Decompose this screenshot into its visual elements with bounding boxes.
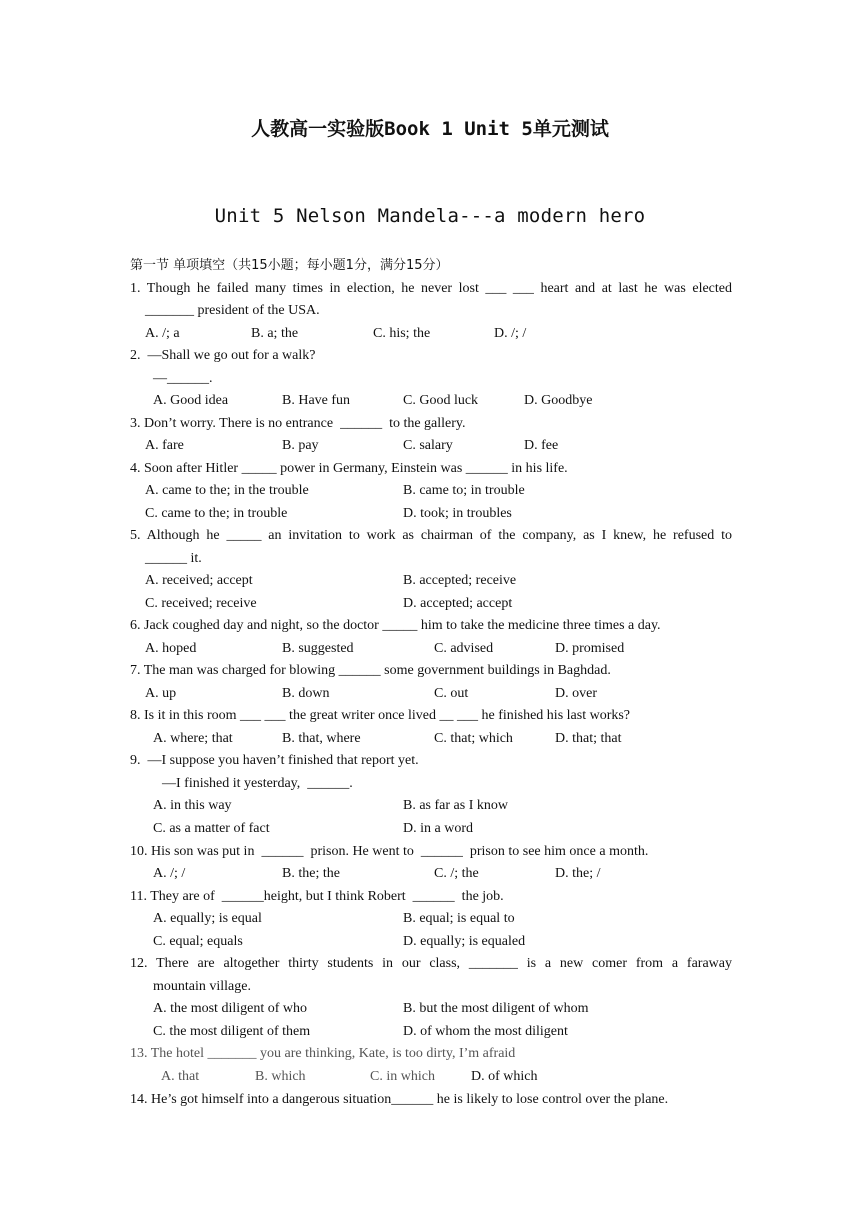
question-12-option-d: D. of whom the most diligent xyxy=(403,1024,568,1039)
question-2-option-d: D. Goodbye xyxy=(524,393,593,408)
question-3-option-c: C. salary xyxy=(403,438,453,453)
question-13-option-b: B. which xyxy=(255,1069,306,1084)
question-5-stem: 5. Although he _____ an invitation to work as chairman of the company, as I knew, he refused to xyxy=(130,528,732,543)
question-1-option-a: A. /; a xyxy=(145,326,180,341)
question-1-option-b: B. a; the xyxy=(251,326,299,341)
question-6-option-c: C. advised xyxy=(434,641,494,656)
question-7-option-b: B. down xyxy=(282,686,330,701)
question-2-option-a: A. Good idea xyxy=(153,393,229,408)
question-3-option-b: B. pay xyxy=(282,438,319,453)
question-10-option-d: D. the; / xyxy=(555,866,601,881)
question-7-option-a: A. up xyxy=(145,686,177,701)
question-4-stem: 4. Soon after Hitler _____ power in Germany, Einstein was ______ in his life. xyxy=(130,461,568,476)
question-1-stem: 1. Though he failed many times in election, he never lost ___ ___ heart and at last he was elected xyxy=(130,281,732,296)
question-13-option-d: D. of which xyxy=(471,1069,538,1084)
question-5-stem-cont: ______ it. xyxy=(145,551,202,566)
question-3-option-a: A. fare xyxy=(145,438,184,453)
question-13-option-a: A. that xyxy=(161,1069,200,1084)
question-9-stem: 9. —I suppose you haven’t finished that report yet. xyxy=(130,753,419,768)
question-8-option-b: B. that, where xyxy=(282,731,361,746)
question-7-option-c: C. out xyxy=(434,686,469,701)
question-3-option-d: D. fee xyxy=(524,438,559,453)
question-12-option-b: B. but the most diligent of whom xyxy=(403,1001,589,1016)
question-6-option-d: D. promised xyxy=(555,641,625,656)
question-5-option-a: A. received; accept xyxy=(145,573,253,588)
question-13-option-c: C. in which xyxy=(370,1069,435,1084)
document-title: 人教高一实验版Book 1 Unit 5单元测试 xyxy=(251,118,609,140)
question-9-option-b: B. as far as I know xyxy=(403,798,508,813)
question-6-option-b: B. suggested xyxy=(282,641,354,656)
question-11-option-d: D. equally; is equaled xyxy=(403,934,526,949)
question-5-option-d: D. accepted; accept xyxy=(403,596,513,611)
question-11-option-c: C. equal; equals xyxy=(153,934,243,949)
question-7-option-d: D. over xyxy=(555,686,597,701)
question-9-option-d: D. in a word xyxy=(403,821,473,836)
section-heading: 第一节 单项填空（共15小题；每小题1分，满分15分） xyxy=(130,258,449,273)
document-subtitle: Unit 5 Nelson Mandela---a modern hero xyxy=(214,205,646,227)
question-5-option-c: C. received; receive xyxy=(145,596,257,611)
question-5-option-b: B. accepted; receive xyxy=(403,573,517,588)
question-13-stem: 13. The hotel _______ you are thinking, Kate, is too dirty, I’m afraid xyxy=(130,1046,516,1061)
question-3-stem: 3. Don’t worry. There is no entrance ______ to the gallery. xyxy=(130,416,466,431)
question-9-option-c: C. as a matter of fact xyxy=(153,821,270,836)
question-8-option-a: A. where; that xyxy=(153,731,233,746)
question-8-option-c: C. that; which xyxy=(434,731,513,746)
question-12-stem: 12. There are altogether thirty students in our class, _______ is a new comer from a faraway xyxy=(130,956,732,971)
question-2-stem-cont: —______. xyxy=(153,371,213,386)
question-8-option-d: D. that; that xyxy=(555,731,622,746)
question-10-stem: 10. His son was put in ______ prison. He went to ______ prison to see him once a month. xyxy=(130,844,649,859)
question-11-stem: 11. They are of ______height, but I think Robert ______ the job. xyxy=(130,889,504,904)
question-9-option-a: A. in this way xyxy=(153,798,232,813)
question-1-option-c: C. his; the xyxy=(373,326,431,341)
question-11-option-a: A. equally; is equal xyxy=(153,911,262,926)
question-2-stem: 2. —Shall we go out for a walk? xyxy=(130,348,316,363)
question-6-stem: 6. Jack coughed day and night, so the doctor _____ him to take the medicine three times a day. xyxy=(130,618,661,633)
question-4-option-a: A. came to the; in the trouble xyxy=(145,483,309,498)
question-1-option-d: D. /; / xyxy=(494,326,527,341)
question-4-option-c: C. came to the; in trouble xyxy=(145,506,288,521)
question-2-option-b: B. Have fun xyxy=(282,393,351,408)
question-10-option-a: A. /; / xyxy=(153,866,186,881)
question-9-stem-cont: —I finished it yesterday, ______. xyxy=(162,776,353,791)
question-10-option-b: B. the; the xyxy=(282,866,340,881)
question-1-stem-cont: _______ president of the USA. xyxy=(145,303,320,318)
question-6-option-a: A. hoped xyxy=(145,641,197,656)
question-4-option-b: B. came to; in trouble xyxy=(403,483,525,498)
question-10-option-c: C. /; the xyxy=(434,866,479,881)
question-12-option-a: A. the most diligent of who xyxy=(153,1001,307,1016)
question-4-option-d: D. took; in troubles xyxy=(403,506,512,521)
question-11-option-b: B. equal; is equal to xyxy=(403,911,515,926)
question-7-stem: 7. The man was charged for blowing ______ some government buildings in Baghdad. xyxy=(130,663,611,678)
question-2-option-c: C. Good luck xyxy=(403,393,479,408)
question-14-stem: 14. He’s got himself into a dangerous situation______ he is likely to lose control over the plane. xyxy=(130,1092,669,1107)
question-12-stem-cont: mountain village. xyxy=(153,979,251,994)
question-8-stem: 8. Is it in this room ___ ___ the great writer once lived __ ___ he finished his last works? xyxy=(130,708,631,723)
question-12-option-c: C. the most diligent of them xyxy=(153,1024,311,1039)
